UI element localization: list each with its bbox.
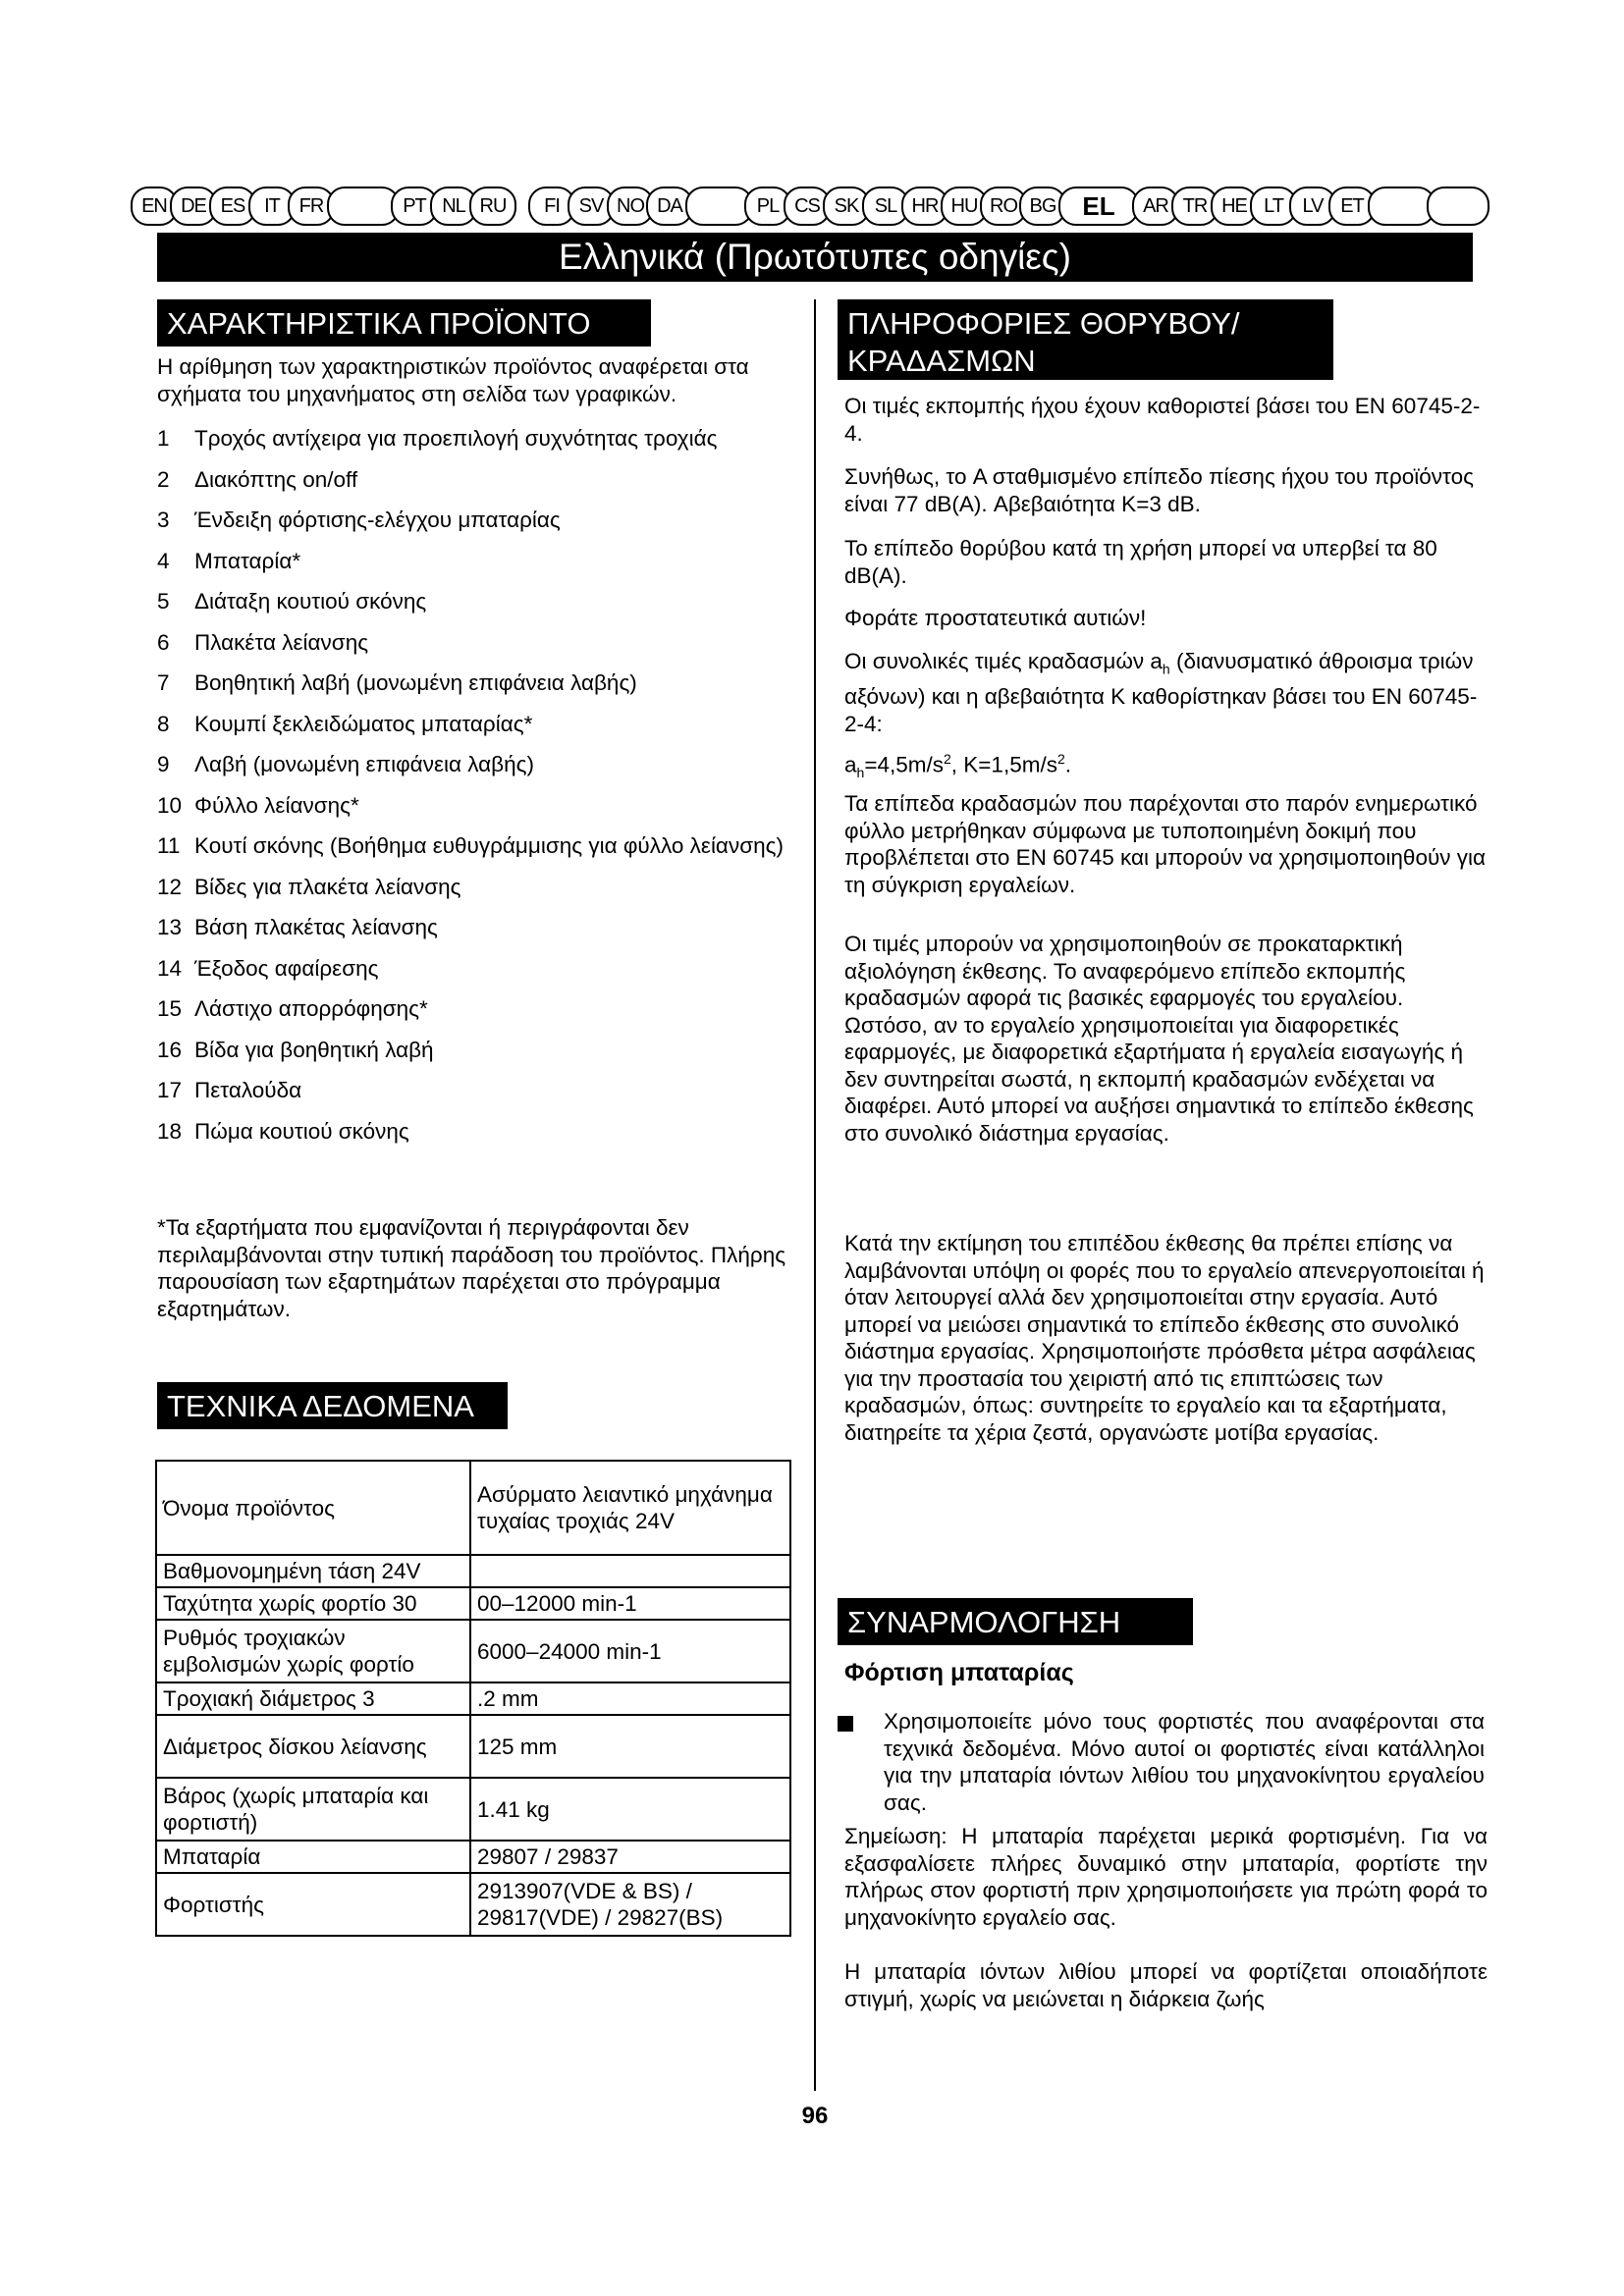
table-cell: 1.41 kg bbox=[470, 1778, 790, 1841]
language-tab-bar bbox=[131, 187, 1495, 226]
table-cell: Ταχύτητα χωρίς φορτίο 30 bbox=[156, 1587, 470, 1620]
lang-tab-sk[interactable]: SK bbox=[823, 187, 870, 226]
lang-tab-ru[interactable]: RU bbox=[469, 187, 516, 226]
table-cell: Φορτιστής bbox=[156, 1873, 470, 1936]
table-row bbox=[156, 1682, 790, 1715]
list-item: 3 Ένδειξη φόρτισης-ελέγχου μπαταρίας bbox=[157, 507, 561, 532]
lang-tab-ro[interactable]: RO bbox=[980, 187, 1027, 226]
noise-p5: Οι συνολικές τιμές κραδασμών $a_h$ (διανυσματικό άθροισμα τριών αξόνων) και η αβεβαιότητα K καθορίστηκαν βάσει του EN 60745-2-4: bbox=[844, 649, 1478, 736]
table-cell bbox=[470, 1555, 790, 1587]
table-cell: Βαθμονομημένη τάση 24V bbox=[156, 1555, 470, 1587]
table-row bbox=[156, 1873, 790, 1936]
features-intro: Η αρίθμηση των χαρακτηριστικών προϊόντος αναφέρεται στα σχήματα του μηχανήματος στη σελίδα των γραφικών. bbox=[157, 354, 749, 406]
lang-tab-fr[interactable]: FR bbox=[288, 187, 335, 226]
table-cell: Βάρος (χωρίς μπαταρία και φορτιστή) bbox=[156, 1778, 470, 1841]
lang-tab-blank[interactable] bbox=[1427, 187, 1489, 226]
charging-subheading: Φόρτιση μπαταρίας bbox=[844, 1659, 1074, 1686]
lang-tab-lv[interactable]: LV bbox=[1289, 187, 1336, 226]
table-row bbox=[156, 1778, 790, 1841]
lang-tab-el-active[interactable]: EL bbox=[1058, 187, 1139, 226]
lang-tab-et[interactable]: ET bbox=[1328, 187, 1376, 226]
list-item: 9 Λαβή (μονωμένη επιφάνεια λαβής) bbox=[157, 752, 534, 776]
list-item: 1 Τροχός αντίχειρα για προεπιλογή συχνότητας τροχιάς bbox=[157, 426, 718, 451]
list-item: 12 Βίδες για πλακέτα λείανσης bbox=[157, 874, 461, 899]
table-cell: Τροχιακή διάμετρος 3 bbox=[156, 1682, 470, 1715]
lang-tab-pl[interactable]: PL bbox=[744, 187, 791, 226]
lang-tab-no[interactable]: NO bbox=[607, 187, 654, 226]
lang-tab-cs[interactable]: CS bbox=[784, 187, 831, 226]
assembly-bullet-text: Χρησιμοποιείτε μόνο τους φορτιστές που αναφέρονται στα τεχνικά δεδομένα. Μόνο αυτοί οι φορτιστές είναι κατάλληλοι για την μπαταρία ιόντων λιθίου του μηχανοκίνητου εργαλείου σας. bbox=[884, 1709, 1485, 1815]
list-item: 2 Διακόπτης on/off bbox=[157, 466, 358, 492]
list-item: 5 Διάταξη κουτιού σκόνης bbox=[157, 589, 427, 614]
table-cell: Μπαταρία bbox=[156, 1841, 470, 1873]
table-cell: 00–12000 min-1 bbox=[470, 1587, 790, 1620]
table-cell: 125 mm bbox=[470, 1715, 790, 1778]
table-row bbox=[156, 1461, 790, 1555]
noise-heading-line1: ΠΛΗΡΟΦΟΡΙΕΣ ΘΟΡΥΒΟΥ/ bbox=[847, 306, 1240, 341]
lang-tab-es[interactable]: ES bbox=[209, 187, 256, 226]
lang-tab-ar[interactable]: AR bbox=[1132, 187, 1179, 226]
list-item: 13 Βάση πλακέτας λείανσης bbox=[157, 915, 438, 939]
noise-heading bbox=[838, 299, 1333, 380]
table-cell: 6000–24000 min-1 bbox=[470, 1620, 790, 1682]
table-cell: Ασύρματο λειαντικό μηχάνημα τυχαίας τροχιάς 24V bbox=[470, 1461, 790, 1555]
lang-tab-pt[interactable]: PT bbox=[391, 187, 438, 226]
list-item: 8 Κουμπί ξεκλειδώματος μπαταρίας* bbox=[157, 711, 533, 736]
lang-tab-it[interactable]: IT bbox=[248, 187, 296, 226]
lang-tab-fi[interactable]: FI bbox=[528, 187, 575, 226]
table-cell: Διάμετρος δίσκου λείανσης bbox=[156, 1715, 470, 1778]
assembly-last-paragraph: Η μπαταρία ιόντων λιθίου μπορεί να φορτίζεται οποιαδήποτε στιγμή, χωρίς να μειώνεται η διάρκεια ζωής bbox=[844, 1959, 1488, 2011]
noise-p7: Τα επίπεδα κραδασμών που παρέχονται στο παρόν ενημερωτικό φύλλο μετρήθηκαν σύμφωνα με τυποποιημένη δοκιμή που προβλέπεται στο EN 60745 και μπορούν να χρησιμοποιηθούν για τη σύγκριση εργαλείων. bbox=[844, 791, 1487, 897]
page-number: 96 bbox=[801, 2103, 829, 2129]
bullet-square-icon bbox=[838, 1716, 853, 1732]
table-cell: Όνομα προϊόντος bbox=[156, 1461, 470, 1555]
assembly-heading: ΣΥΝΑΡΜΟΛΟΓΗΣΗ bbox=[838, 1598, 1193, 1645]
list-item: 16 Βίδα για βοηθητική λαβή bbox=[157, 1037, 434, 1062]
noise-p9: Κατά την εκτίμηση του επιπέδου έκθεσης θα πρέπει επίσης να λαμβάνονται υπόψη οι φορές που το εργαλείο απενεργοποιείται ή όταν λειτουργεί αλλά δεν χρησιμοποιείται στην εργασία. Αυτό μπορεί να μειώσει σημαντικά το επίπεδο έκθεσης στο συνολικό διάστημα εργασίας. Χρησιμοποιήστε πρόσθετα μέτρα ασφάλειας για την προστασία του χειριστή από τις επιπτώσεις των κραδασμών, όπως: συντηρείτε το εργαλείο και τα εξαρτήματα, διατηρείτε τα χέρια ζεστά, οργανώστε μοτίβα εργασίας. bbox=[844, 1231, 1485, 1445]
lang-tab-lt[interactable]: LT bbox=[1250, 187, 1297, 226]
list-item: 18 Πώμα κουτιού σκόνης bbox=[157, 1118, 409, 1144]
noise-heading-line2: ΚΡΑΔΑΣΜΩΝ bbox=[847, 344, 1036, 378]
table-cell: Ρυθμός τροχιακών εμβολισμών χωρίς φορτίο bbox=[156, 1620, 470, 1682]
table-row bbox=[156, 1620, 790, 1682]
noise-p4: Φοράτε προστατευτικά αυτιών! bbox=[844, 606, 1147, 630]
list-item: 10 Φύλλο λείανσης* bbox=[157, 792, 359, 818]
table-row bbox=[156, 1555, 790, 1587]
features-note: *Τα εξαρτήματα που εμφανίζονται ή περιγράφονται δεν περιλαμβάνονται στην τυπική παράδοση του προϊόντος. Πλήρης παρουσίαση των εξαρτημάτων παρέχεται στο πρόγραμμα εξαρτημάτων. bbox=[157, 1215, 786, 1321]
lang-tab-blank[interactable] bbox=[1368, 187, 1435, 226]
lang-tab-blank[interactable] bbox=[327, 187, 400, 226]
lang-tab-nl[interactable]: NL bbox=[430, 187, 477, 226]
table-row bbox=[156, 1587, 790, 1620]
list-item: 11 Κουτί σκόνης (Βοήθημα ευθυγράμμισης για φύλλο λείανσης) bbox=[157, 833, 784, 858]
list-item: 4 Μπαταρία* bbox=[157, 548, 301, 573]
lang-tab-hr[interactable]: HR bbox=[901, 187, 948, 226]
assembly-note: Σημείωση: Η μπαταρία παρέχεται μερικά φορτισμένη. Για να εξασφαλίσετε πλήρες δυναμικό στην μπαταρία, φορτίστε την πλήρως στον φορτιστή πριν χρησιμοποιήσετε για πρώτη φορά το μηχανοκίνητο εργαλείο σας. bbox=[844, 1824, 1488, 1930]
technical-heading: ΤΕΧΝΙΚΑ ΔΕΔΟΜΕΝΑ bbox=[157, 1382, 508, 1429]
lang-tab-blank[interactable] bbox=[685, 187, 753, 226]
list-item: 14 Έξοδος αφαίρεσης bbox=[157, 955, 379, 981]
table-row bbox=[156, 1715, 790, 1778]
noise-p3: Το επίπεδο θορύβου κατά τη χρήση μπορεί να υπερβεί τα 80 dB(A). bbox=[844, 536, 1437, 588]
lang-tab-he[interactable]: HE bbox=[1211, 187, 1258, 226]
lang-tab-sl[interactable]: SL bbox=[862, 187, 909, 226]
lang-tab-bg[interactable]: BG bbox=[1019, 187, 1066, 226]
noise-p1: Οι τιμές εκπομπής ήχου έχουν καθοριστεί βάσει του EN 60745-2-4. bbox=[844, 394, 1481, 446]
table-row bbox=[156, 1841, 790, 1873]
lang-tab-en[interactable]: EN bbox=[131, 187, 178, 226]
lang-tab-de[interactable]: DE bbox=[170, 187, 217, 226]
list-item: 7 Βοηθητική λαβή (μονωμένη επιφάνεια λαβής) bbox=[157, 670, 637, 695]
list-item: 15 Λάστιχο απορρόφησης* bbox=[157, 996, 428, 1021]
list-item: 6 Πλακέτα λείανσης bbox=[157, 629, 369, 655]
lang-tab-da[interactable]: DA bbox=[646, 187, 693, 226]
lang-tab-hu[interactable]: HU bbox=[941, 187, 988, 226]
table-cell: 2913907(VDE & BS) / 29817(VDE) / 29827(BS) bbox=[470, 1873, 790, 1936]
lang-tab-sv[interactable]: SV bbox=[568, 187, 615, 226]
noise-p2: Συνήθως, το A σταθμισμένο επίπεδο πίεσης ήχου του προϊόντος είναι 77 dB(A). Αβεβαιότητα K=3 dB. bbox=[844, 464, 1474, 516]
lang-tab-tr[interactable]: TR bbox=[1171, 187, 1218, 226]
features-list bbox=[157, 425, 795, 1158]
features-heading: ΧΑΡΑΚΤΗΡΙΣΤΙΚΑ ΠΡΟΪΟΝΤΟ bbox=[157, 299, 651, 347]
page-title-banner: Ελληνικά (Πρωτότυπες οδηγίες) bbox=[157, 233, 1473, 282]
table-cell: .2 mm bbox=[470, 1682, 790, 1715]
technical-data-table bbox=[155, 1460, 791, 1937]
column-divider bbox=[814, 299, 816, 2091]
noise-p6: $a_h=4,5m/s^2$, $K=1,5m/s^2$. bbox=[844, 751, 1072, 780]
noise-p8: Οι τιμές μπορούν να χρησιμοποιηθούν σε προκαταρκτική αξιολόγηση έκθεσης. Το αναφερόμενο επίπεδο εκπομπής κραδασμών αφορά τις βασικές εφαρμογές του εργαλείου. Ωστόσο, αν το εργαλείο χρησιμοποιείται για διαφορετικές εφαρμογές, με διαφορετικά εξαρτήματα ή εργαλεία εισαγωγής ή δεν συντηρείται σωστά, η εκπομπή κραδασμών ενδέχεται να διαφέρει. Αυτό μπορεί να αυξήσει σημαντικά το επίπεδο έκθεσης στο συνολικό διάστημα εργασίας. bbox=[844, 932, 1474, 1146]
list-item: 17 Πεταλούδα bbox=[157, 1078, 302, 1102]
table-cell: 29807 / 29837 bbox=[470, 1841, 790, 1873]
